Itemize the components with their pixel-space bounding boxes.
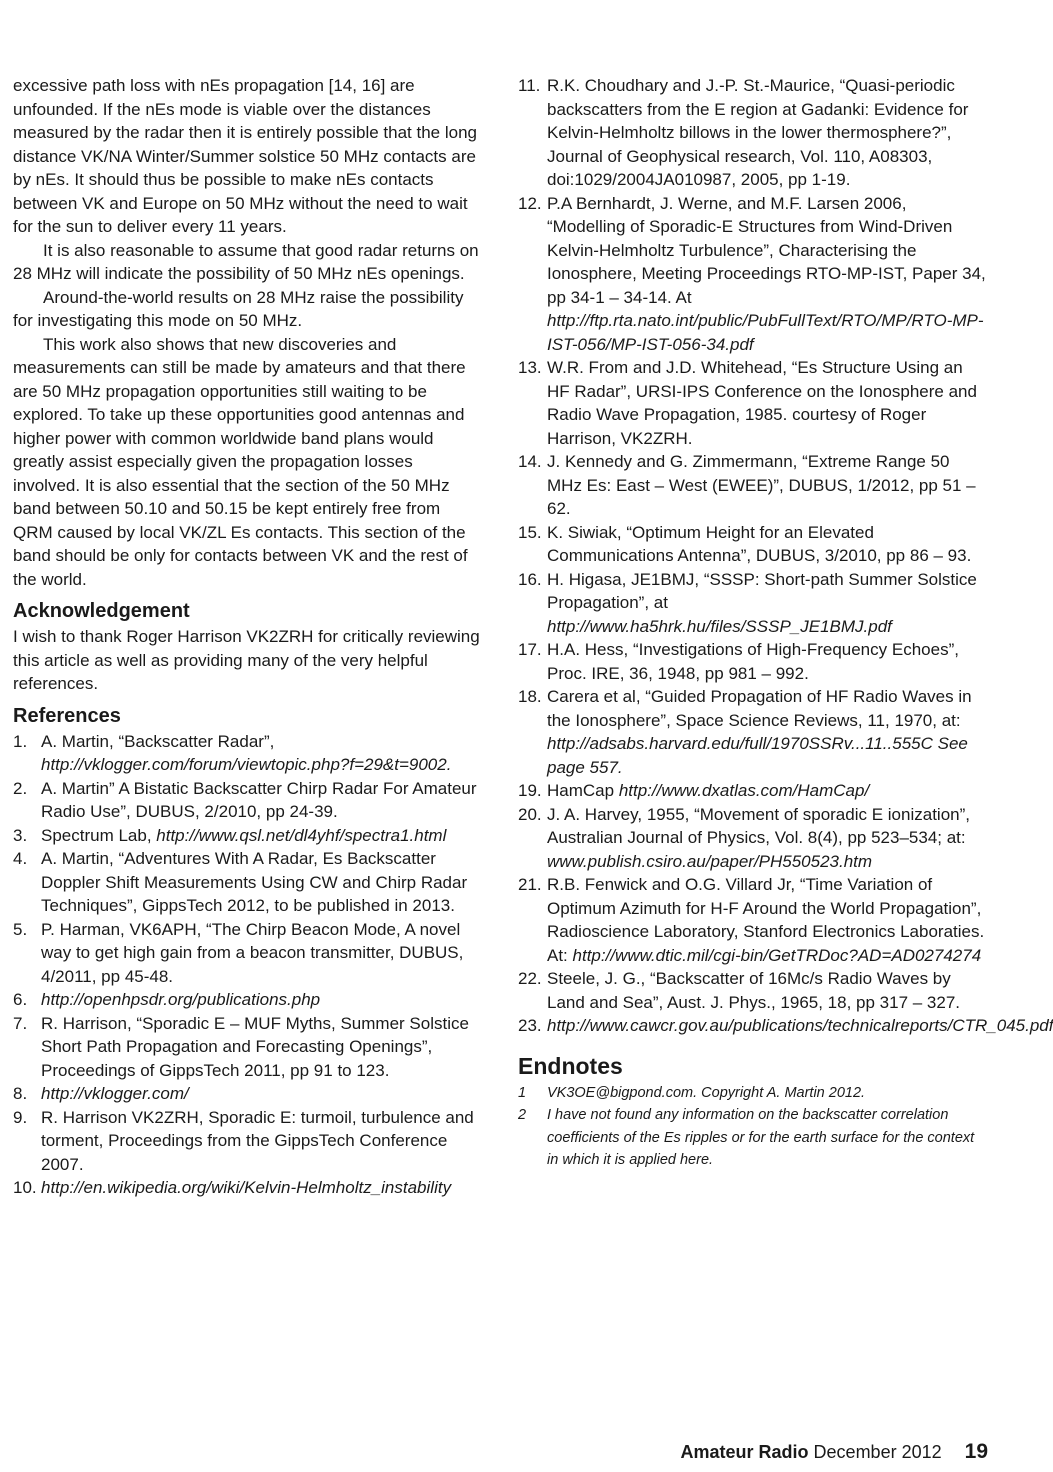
reference-link[interactable]: www.publish.csiro.au/paper/PH550523.htm [547, 851, 873, 871]
reference-number: 23. [518, 1016, 542, 1035]
page-number: 19 [964, 1440, 988, 1463]
acknowledgement-heading: Acknowledgement [13, 600, 190, 622]
reference-item [13, 918, 483, 989]
reference-item [518, 356, 988, 450]
reference-number: 15. [518, 522, 542, 542]
reference-text: Steele, J. G., “Backscatter of 16Mc/s Radio Waves by Land and Sea”, Aust. J. Phys., 1965, 18, pp 317 – 327. [547, 969, 961, 1012]
reference-number: 22. [518, 969, 542, 988]
endnote-text: I have not found any information on the backscatter correlation coefficients of the Es ripples or for the earth surface for the context in which it is applied here. [547, 1107, 975, 1168]
reference-number: 6. [13, 990, 28, 1009]
body-paragraph: This work also shows that new discoveries and measurements can still be made by amateurs and that there are 50 MHz propagation opportunities still waiting to be explored. To take up these opportunities good antennas and higher power with common worldwide band plans would greatly assist especially given the propagation losses involved. It is also essential that the section of the 50 MHz band between 50.10 and 50.15 be kept entirely free from QRM caused by local VK/ZL Es contacts. This section of the band should be only for contacts between VK and the rest of the world. [13, 334, 468, 589]
endnote-number: 1 [518, 1084, 527, 1101]
reference-number: 16. [518, 569, 542, 589]
reference-text: HamCap [547, 781, 619, 800]
reference-link[interactable]: http://en.wikipedia.org/wiki/Kelvin-Helmholtz_instability [41, 1178, 452, 1197]
reference-link[interactable]: http://www.ha5hrk.hu/files/SSSP_JE1BMJ.pdf [547, 616, 892, 636]
reference-number: 5. [13, 919, 28, 939]
reference-number: 18. [518, 687, 542, 706]
reference-number: 9. [13, 1107, 28, 1127]
reference-text: R. Harrison, “Sporadic E – MUF Myths, Summer Solstice Short Path Propagation and Forecasting Openings”, Proceedings of GippsTech 2011, pp 91 to 123. [41, 1013, 469, 1080]
reference-item [518, 74, 988, 192]
body-paragraph: Around-the-world results on 28 MHz raise the possibility for investigating this mode on 50 MHz. [13, 287, 464, 330]
body-paragraph: It is also reasonable to assume that good radar returns on 28 MHz will indicate the possibility of 50 MHz nEs openings. [13, 240, 479, 283]
reference-number: 7. [13, 1013, 28, 1033]
body-paragraph: excessive path loss with nEs propagation [14, 16] are unfounded. If the nEs mode is viable over the distances measured by the radar then it is entirely possible that the long distance VK/NA Winter/Summer solstice 50 MHz contacts are by nEs. It should thus be possible to make nEs contacts between VK and Europe on 50 MHz without the need to wait for the sun to deliver every 11 years. [13, 76, 477, 236]
endnote-item [518, 1082, 988, 1105]
reference-item [518, 450, 988, 521]
magazine-name: Amateur Radio [680, 1442, 809, 1462]
reference-link[interactable]: http://vklogger.com/ [41, 1084, 189, 1103]
reference-item [518, 873, 988, 967]
reference-text: A. Martin, “Adventures With A Radar, Es Backscatter Doppler Shift Measurements Using CW and Chirp Radar Techniques”, GippsTech 2012, to be published in 2013. [41, 849, 468, 915]
reference-number: 3. [13, 825, 28, 845]
reference-text: J. A. Harvey, 1955, “Movement of sporadic E ionization”, Australian Journal of Physics, Vol. 8(4), pp 523–534; at: [547, 804, 970, 847]
reference-number: 1. [13, 731, 28, 751]
reference-link[interactable]: http://ftp.rta.nato.int/public/PubFullText/RTO/MP/RTO-MP-IST-056/MP-IST-056-34.pdf [547, 311, 984, 354]
reference-number: 13. [518, 358, 542, 377]
reference-link[interactable]: http://www.dtic.mil/cgi-bin/GetTRDoc?AD=AD0274274 [572, 945, 982, 965]
reference-item [518, 1014, 1053, 1038]
reference-item [518, 779, 988, 803]
issue-date: December 2012 [813, 1442, 942, 1462]
reference-number: 12. [518, 193, 542, 213]
reference-text: Spectrum Lab, [41, 825, 157, 845]
reference-link[interactable]: http://vklogger.com/forum/viewtopic.php?f=29&t=9002. [41, 755, 452, 774]
reference-number: 2. [13, 778, 28, 798]
reference-text: P. Harman, VK6APH, “The Chirp Beacon Mode, A novel way to get high gain from a beacon transmitter, DUBUS, 4/2011, pp 45-48. [41, 919, 464, 986]
endnote-text: VK3OE@bigpond.com. Copyright A. Martin 2012. [547, 1084, 866, 1101]
reference-item [13, 824, 483, 848]
reference-item [13, 1176, 483, 1200]
reference-number: 14. [518, 452, 542, 471]
reference-text: Carera et al, “Guided Propagation of HF Radio Waves in the Ionosphere”, Space Science Reviews, 11, 1970, at: [547, 687, 972, 730]
reference-text: J. Kennedy and G. Zimmermann, “Extreme Range 50 MHz Es: East – West (EWEE)”, DUBUS, 1/2012, pp 51 – 62. [547, 452, 976, 518]
reference-item [13, 988, 483, 1012]
reference-item [13, 1106, 483, 1177]
reference-text: H. Higasa, JE1BMJ, “SSSP: Short-path Summer Solstice Propagation”, at [547, 569, 977, 612]
reference-number: 19. [518, 781, 542, 800]
reference-item [518, 967, 988, 1014]
reference-text: R. Harrison VK2ZRH, Sporadic E: turmoil, turbulence and torment, Proceedings from the GippsTech Conference 2007. [41, 1107, 474, 1174]
reference-link[interactable]: http://adsabs.harvard.edu/full/1970SSRv...11..555C See page 557. [547, 734, 968, 777]
reference-text: K. Siwiak, “Optimum Height for an Elevated Communications Antenna”, DUBUS, 3/2010, pp 86 – 93. [547, 522, 972, 565]
endnotes-heading: Endnotes [518, 1052, 623, 1079]
references-heading: References [13, 704, 121, 727]
reference-link[interactable]: http://www.qsl.net/dl4yhf/spectra1.html [156, 825, 447, 845]
reference-text: W.R. From and J.D. Whitehead, “Es Structure Using an HF Radar”, URSI-IPS Conference on the Ionosphere and Radio Wave Propagation, 1985. courtesy of Roger Harrison, VK2ZRH. [547, 358, 977, 448]
reference-item [13, 1082, 483, 1106]
reference-item [13, 847, 483, 918]
reference-item [518, 803, 988, 874]
reference-number: 10. [13, 1178, 37, 1197]
reference-number: 21. [518, 875, 542, 894]
endnotes-list [518, 1082, 988, 1172]
reference-item [518, 192, 988, 357]
reference-number: 8. [13, 1084, 28, 1103]
left-column [13, 74, 483, 1200]
endnote-number: 2 [518, 1107, 527, 1123]
reference-text: P.A Bernhardt, J. Werne, and M.F. Larsen 2006, “Modelling of Sporadic-E Structures from Wind-Driven Kelvin-Helmholtz Turbulence”, Characterising the Ionosphere, Meeting Proceedings RTO-MP-IST, Paper 34, pp 34-1 – 34-14. At [547, 193, 986, 307]
reference-number: 4. [13, 849, 28, 868]
references-list-left [13, 730, 483, 1200]
reference-item [518, 638, 988, 685]
right-column [518, 74, 1053, 1172]
reference-item [518, 521, 988, 568]
page-footer [681, 1440, 989, 1464]
reference-text: R.K. Choudhary and J.-P. St.-Maurice, “Quasi-periodic backscatters from the E region at Gadanki: Evidence for Kelvin-Helmholtz billows in the lower thermosphere?”, Journal of Geophysical research, Vol. 110, A08303, doi:1029/2004JA010987, 2005, pp 1-19. [547, 76, 969, 189]
reference-text: A. Martin, “Backscatter Radar”, [41, 731, 275, 751]
reference-link[interactable]: http://openhpsdr.org/publications.php [41, 990, 321, 1009]
reference-number: 17. [518, 640, 542, 659]
reference-text: A. Martin” A Bistatic Backscatter Chirp Radar For Amateur Radio Use”, DUBUS, 2/2010, pp 24-39. [41, 778, 477, 821]
acknowledgement-text: I wish to thank Roger Harrison VK2ZRH for critically reviewing this article as well as providing many of the very helpful references. [13, 627, 480, 693]
endnote-item [518, 1104, 988, 1172]
references-list-right [518, 74, 1053, 1038]
reference-item [13, 730, 483, 777]
reference-item [518, 568, 988, 639]
reference-text: R.B. Fenwick and O.G. Villard Jr, “Time Variation of Optimum Azimuth for H-F Around the World Propagation”, Radioscience Laboratory, Stanford Electronics Laboraties. At: [547, 875, 985, 965]
reference-item [13, 1012, 483, 1083]
reference-number: 11. [518, 76, 541, 95]
reference-item [518, 685, 988, 779]
reference-number: 20. [518, 804, 542, 824]
reference-text: H.A. Hess, “Investigations of High-Frequency Echoes”, Proc. IRE, 36, 1948, pp 981 – 992. [547, 640, 959, 683]
reference-item [13, 777, 483, 824]
reference-link[interactable]: http://www.cawcr.gov.au/publications/technicalreports/CTR_045.pdf [547, 1016, 1053, 1035]
reference-link[interactable]: http://www.dxatlas.com/HamCap/ [618, 781, 870, 800]
